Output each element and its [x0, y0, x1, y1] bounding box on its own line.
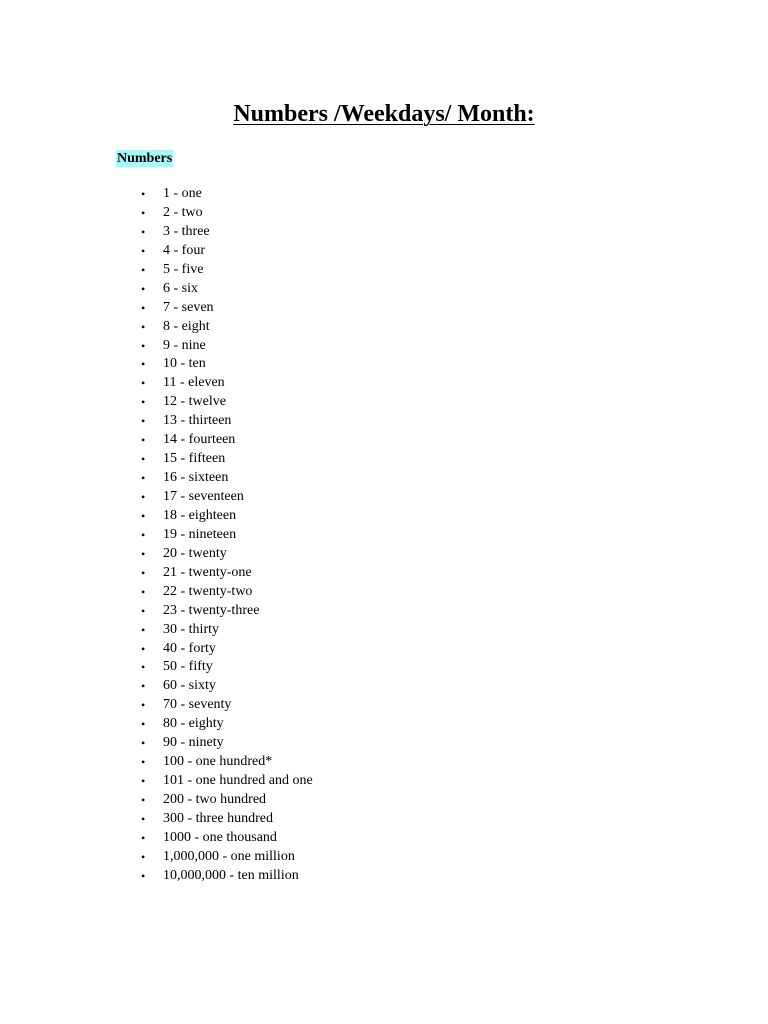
bullet-icon: •: [141, 224, 146, 239]
list-item: [0, 450, 313, 469]
list-item-text: 80 - eighty: [163, 716, 224, 732]
list-item-text: 16 - sixteen: [163, 470, 229, 486]
list-item-text: 60 - sixty: [163, 678, 216, 694]
bullet-icon: •: [141, 849, 146, 864]
bullet-icon: •: [141, 736, 146, 751]
list-item: [0, 185, 313, 204]
bullet-icon: •: [141, 755, 146, 770]
list-item-text: 18 - eighteen: [163, 507, 237, 523]
bullet-icon: •: [141, 205, 146, 220]
list-item-text: 12 - twelve: [163, 394, 226, 410]
list-item-text: 9 - nine: [163, 337, 206, 353]
list-item: [0, 772, 313, 791]
list-item: [0, 223, 313, 242]
list-item-text: 4 - four: [163, 242, 205, 258]
list-item: [0, 204, 313, 223]
list-item: [0, 299, 313, 318]
list-item: [0, 318, 313, 337]
bullet-icon: •: [141, 490, 146, 504]
bullet-icon: •: [141, 641, 146, 656]
section-heading-numbers: Numbers: [117, 151, 173, 166]
list-item-text: 100 - one hundred*: [163, 754, 273, 770]
bullet-icon: •: [141, 338, 146, 353]
list-item: [0, 848, 313, 867]
bullet-icon: •: [141, 300, 146, 315]
list-item-text: 30 - thirty: [163, 621, 219, 637]
list-item: [0, 412, 313, 431]
bullet-icon: •: [141, 508, 146, 523]
list-item: [0, 337, 313, 356]
bullet-icon: •: [141, 830, 146, 845]
list-item: [0, 753, 313, 772]
list-item-text: 19 - nineteen: [163, 526, 237, 542]
bullet-icon: •: [141, 527, 146, 542]
list-item: [0, 791, 313, 810]
list-item-text: 7 - seven: [163, 299, 214, 315]
list-item: [0, 677, 313, 696]
list-item: [0, 280, 313, 299]
list-item-text: 40 - forty: [163, 640, 216, 656]
list-item-text: 50 - fifty: [163, 659, 213, 675]
bullet-icon: •: [141, 868, 146, 883]
list-item: [0, 469, 313, 488]
bullet-icon: •: [141, 395, 146, 410]
list-item: [0, 715, 313, 734]
list-item-text: 10,000,000 - ten million: [163, 867, 299, 883]
bullet-icon: •: [141, 243, 146, 258]
list-item-text: 23 - twenty-three: [163, 602, 260, 618]
document-title: [0, 98, 768, 130]
bullet-icon: •: [141, 717, 146, 732]
list-item-text: 3 - three: [163, 223, 210, 239]
bullet-icon: •: [141, 811, 146, 826]
list-item: [0, 488, 313, 507]
list-item-text: 22 - twenty-two: [163, 583, 253, 599]
list-item-text: 17 - seventeen: [163, 489, 244, 504]
list-item: [0, 564, 313, 583]
list-item-text: 1,000,000 - one million: [163, 848, 295, 864]
bullet-icon: •: [141, 584, 146, 599]
bullet-icon: •: [141, 452, 146, 467]
list-item-text: 11 - eleven: [163, 375, 225, 391]
list-item-text: 13 - thirteen: [163, 413, 232, 429]
list-item-text: 101 - one hundred and one: [163, 773, 313, 789]
list-item-text: 70 - seventy: [163, 697, 232, 713]
list-item: [0, 867, 313, 886]
list-item-text: 14 - fourteen: [163, 432, 236, 448]
bullet-icon: •: [141, 679, 146, 694]
list-item-text: 90 - ninety: [163, 735, 224, 751]
list-item: [0, 621, 313, 640]
list-item: [0, 810, 313, 829]
list-item-text: 15 - fifteen: [163, 451, 226, 467]
list-item: [0, 393, 313, 412]
bullet-icon: •: [141, 603, 146, 618]
bullet-icon: •: [141, 793, 146, 807]
bullet-icon: •: [141, 376, 146, 391]
list-item: [0, 355, 313, 374]
list-item: [0, 658, 313, 677]
list-item: [0, 507, 313, 526]
list-item-text: 20 - twenty: [163, 545, 227, 561]
list-item: [0, 261, 313, 280]
list-item-text: 1 - one: [163, 186, 202, 201]
bullet-icon: •: [141, 622, 146, 637]
bullet-icon: •: [141, 565, 146, 580]
list-item: [0, 545, 313, 564]
bullet-icon: •: [141, 319, 146, 334]
list-item: [0, 374, 313, 393]
list-item-text: 300 - three hundred: [163, 810, 274, 826]
list-item: [0, 640, 313, 659]
list-item-text: 8 - eight: [163, 318, 210, 334]
list-item-text: 21 - twenty-one: [163, 564, 252, 580]
list-item: [0, 696, 313, 715]
list-item-text: 6 - six: [163, 280, 198, 296]
bullet-icon: •: [141, 698, 146, 713]
bullet-icon: •: [141, 660, 146, 675]
list-item: [0, 242, 313, 261]
list-item-text: 10 - ten: [163, 356, 206, 372]
list-item: [0, 734, 313, 753]
bullet-icon: •: [141, 187, 146, 201]
list-item: [0, 526, 313, 545]
list-item: [0, 431, 313, 450]
list-item: [0, 583, 313, 602]
bullet-icon: •: [141, 357, 146, 372]
bullet-icon: •: [141, 471, 146, 486]
bullet-icon: •: [141, 414, 146, 429]
bullet-icon: •: [141, 774, 146, 789]
bullet-icon: •: [141, 546, 146, 561]
bullet-icon: •: [141, 433, 146, 448]
list-item: [0, 829, 313, 848]
list-item-text: 200 - two hundred: [163, 792, 267, 807]
list-item-text: 2 - two: [163, 204, 203, 220]
list-item: [0, 602, 313, 621]
bullet-icon: •: [141, 281, 146, 296]
list-item-text: 5 - five: [163, 261, 204, 277]
numbers-list: [0, 185, 313, 886]
document-title-text: Numbers /Weekdays/ Month:: [233, 101, 535, 127]
list-item-text: 1000 - one thousand: [163, 829, 277, 845]
bullet-icon: •: [141, 262, 146, 277]
